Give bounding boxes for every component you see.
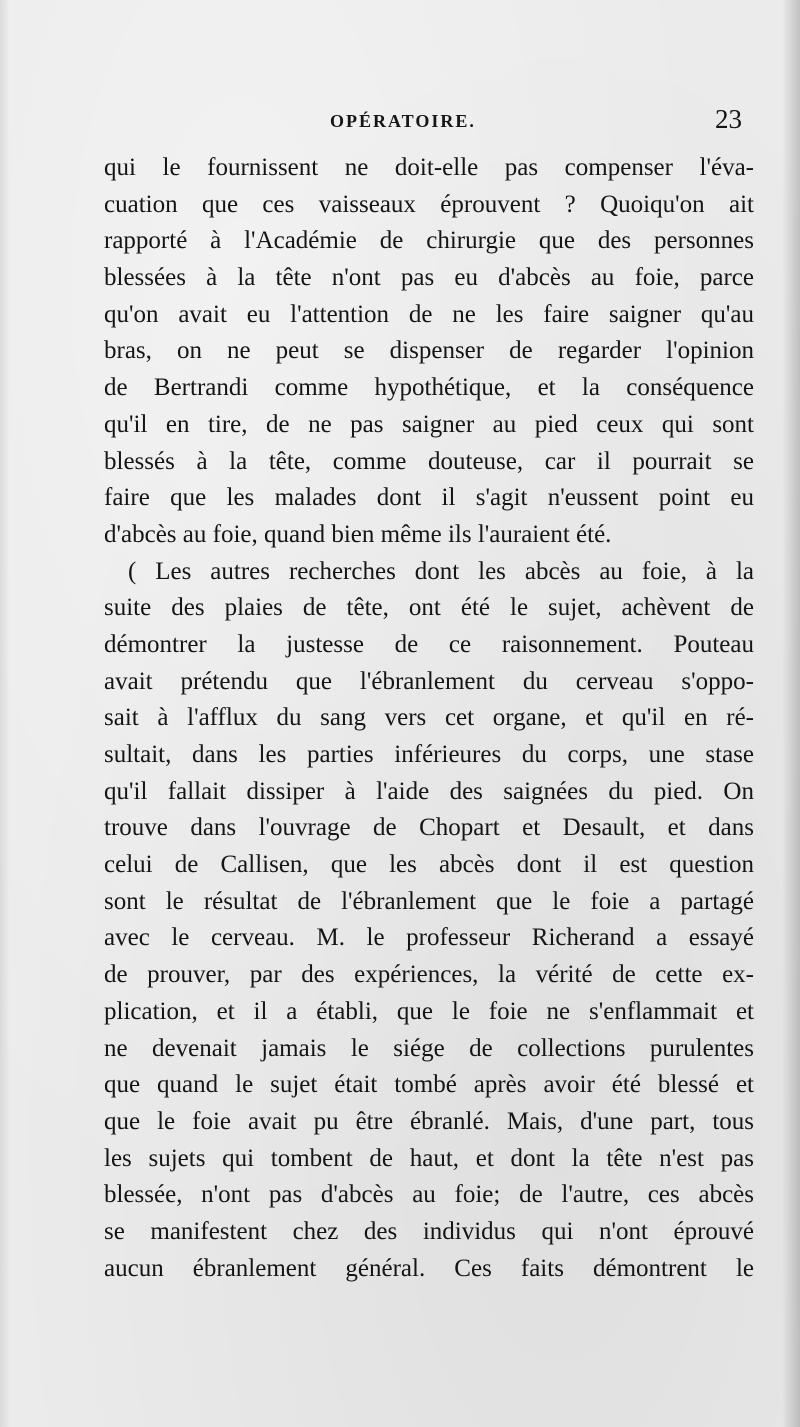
text-line: cuation que ces vaisseaux éprouvent ? Quoiqu'on ait: [104, 190, 754, 218]
text-line: bras, on ne peut se dispenser de regarder l'opinion: [104, 337, 754, 365]
running-head: OPÉRATOIRE.: [330, 111, 476, 131]
text-line: qui le fournissent ne doit-elle pas compenser l'éva-: [104, 154, 754, 181]
page-left-shadow: [0, 0, 10, 1427]
text-line: qu'il en tire, de ne pas saigner au pied ceux qui sont: [104, 410, 754, 438]
text-line: que quand le sujet était tombé après avoir été blessé et: [104, 1071, 754, 1099]
text-line: blessées à la tête n'ont pas eu d'abcès au foie, parce: [104, 264, 754, 292]
text-line: suite des plaies de tête, ont été le sujet, achèvent de: [104, 594, 754, 622]
text-line: blessée, n'ont pas d'abcès au foie; de l'autre, ces abcès: [104, 1181, 754, 1209]
text-line: faire que les malades dont il s'agit n'eussent point eu: [104, 484, 754, 512]
text-line: aucun ébranlement général. Ces faits démontrent le: [104, 1254, 754, 1282]
text-line: que le foie avait pu être ébranlé. Mais, d'une part, tous: [104, 1107, 754, 1135]
text-line: sultait, dans les parties inférieures du corps, une stase: [104, 741, 754, 768]
text-line: ( Les autres recherches dont les abcès au foie, à la: [128, 557, 754, 585]
body-text: [104, 150, 754, 1287]
text-line: de prouver, par des expériences, la vérité de cette ex-: [104, 961, 754, 989]
text-line: sait à l'afflux du sang vers cet organe, et qu'il en ré-: [104, 704, 754, 732]
text-line: qu'on avait eu l'attention de ne les faire saigner qu'au: [104, 300, 754, 328]
text-line: d'abcès au foie, quand bien même ils l'auraient été.: [104, 520, 612, 548]
text-line: plication, et il a établi, que le foie ne s'enflammait et: [104, 997, 754, 1025]
text-line: avait prétendu que l'ébranlement du cerveau s'oppo-: [104, 667, 754, 695]
text-line: blessés à la tête, comme douteuse, car il pourrait se: [104, 447, 754, 475]
text-line: celui de Callisen, que les abcès dont il est question: [104, 851, 754, 879]
text-line: démontrer la justesse de ce raisonnement. Pouteau: [104, 630, 754, 658]
text-line: se manifestent chez des individus qui n'ont éprouvé: [104, 1217, 754, 1245]
text-line: rapporté à l'Académie de chirurgie que des personnes: [104, 227, 754, 255]
text-line: ne devenait jamais le siége de collections purulentes: [104, 1034, 754, 1062]
text-line: trouve dans l'ouvrage de Chopart et Desault, et dans: [104, 814, 754, 842]
text-line: avec le cerveau. M. le professeur Richerand a essayé: [104, 924, 754, 952]
page-number: 23: [715, 104, 742, 134]
text-line: sont le résultat de l'ébranlement que le foie a partagé: [104, 887, 754, 915]
text-line: les sujets qui tombent de haut, et dont la tête n'est pas: [104, 1144, 754, 1172]
text-line: qu'il fallait dissiper à l'aide des saignées du pied. On: [104, 777, 754, 805]
text-line: de Bertrandi comme hypothétique, et la conséquence: [104, 374, 754, 402]
page-right-shadow: [782, 0, 800, 1427]
